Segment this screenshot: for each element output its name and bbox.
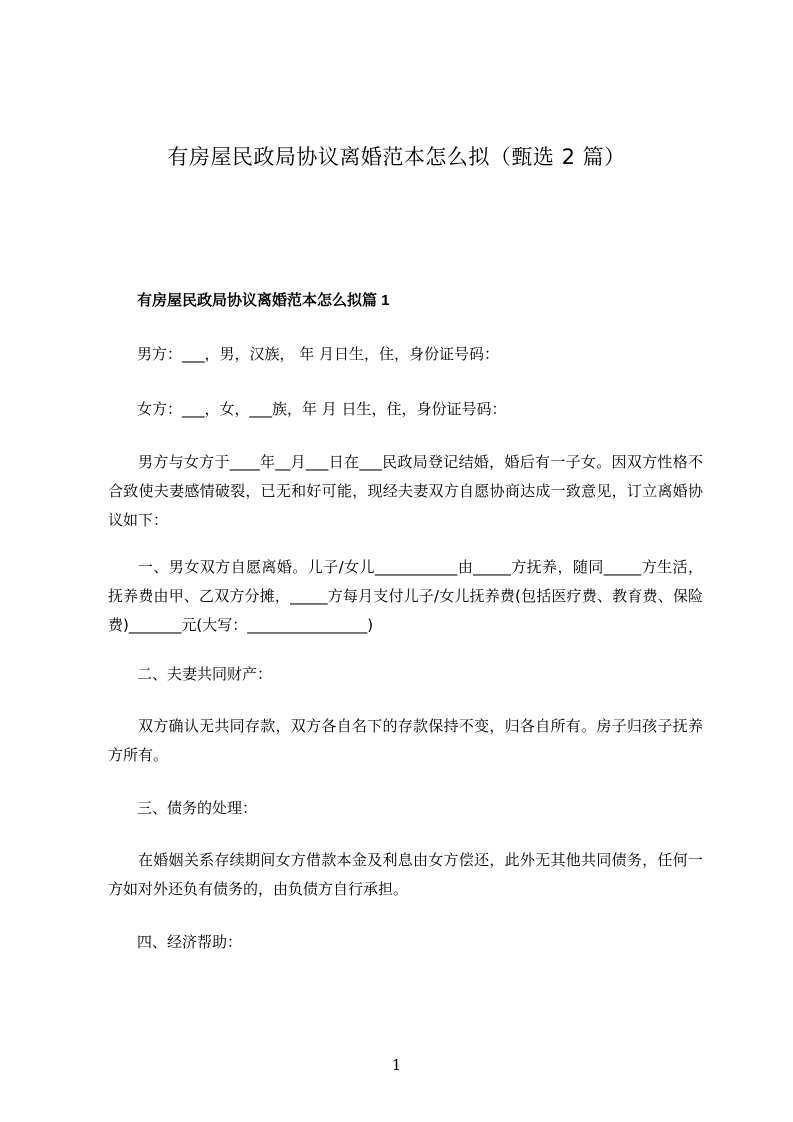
- clause-3-heading: 三、债务的处理：: [137, 799, 258, 817]
- document-title: 有房屋民政局协议离婚范本怎么拟（甄选 2 篇）: [167, 145, 626, 169]
- clause-2-body: 双方确认无共同存款，双方各自名下的存款保持不变，归各自所有。房子归孩子抚养方所有。: [108, 717, 703, 764]
- intro-paragraph: 男方与女方于____年__月___日在___民政局登记结婚，婚后有一子女。因双方性格不合致使夫妻感情破裂，已无和好可能，现经夫妻双方自愿协商达成一致意见，订立离婚协议如下：: [108, 453, 703, 529]
- section-heading: 有房屋民政局协议离婚范本怎么拟篇 1: [137, 292, 390, 309]
- page-number: 1: [391, 1056, 402, 1074]
- clause-2-heading: 二、夫妻共同财产：: [137, 665, 273, 683]
- clause-1-paragraph: 一、男女双方自愿离婚。儿子/女儿___________由_____方抚养，随同_____方生活，抚养费由甲、乙双方分摊，_____方每月支付儿子/女儿抚养费(包括医疗费、教育费、保险费)_______元(大写：________________): [108, 558, 703, 634]
- clause-4-heading: 四、经济帮助：: [137, 933, 243, 951]
- female-party-line: 女方：___，女，___族，年 月 日生，住，身份证号码：: [137, 400, 507, 418]
- male-party-line: 男方：___，男，汉族， 年 月日生，住，身份证号码：: [137, 345, 500, 363]
- clause-3-body: 在婚姻关系存续期间女方借款本金及利息由女方偿还，此外无其他共同债务，任何一方如对外还负有债务的，由负债方自行承担。: [108, 851, 703, 898]
